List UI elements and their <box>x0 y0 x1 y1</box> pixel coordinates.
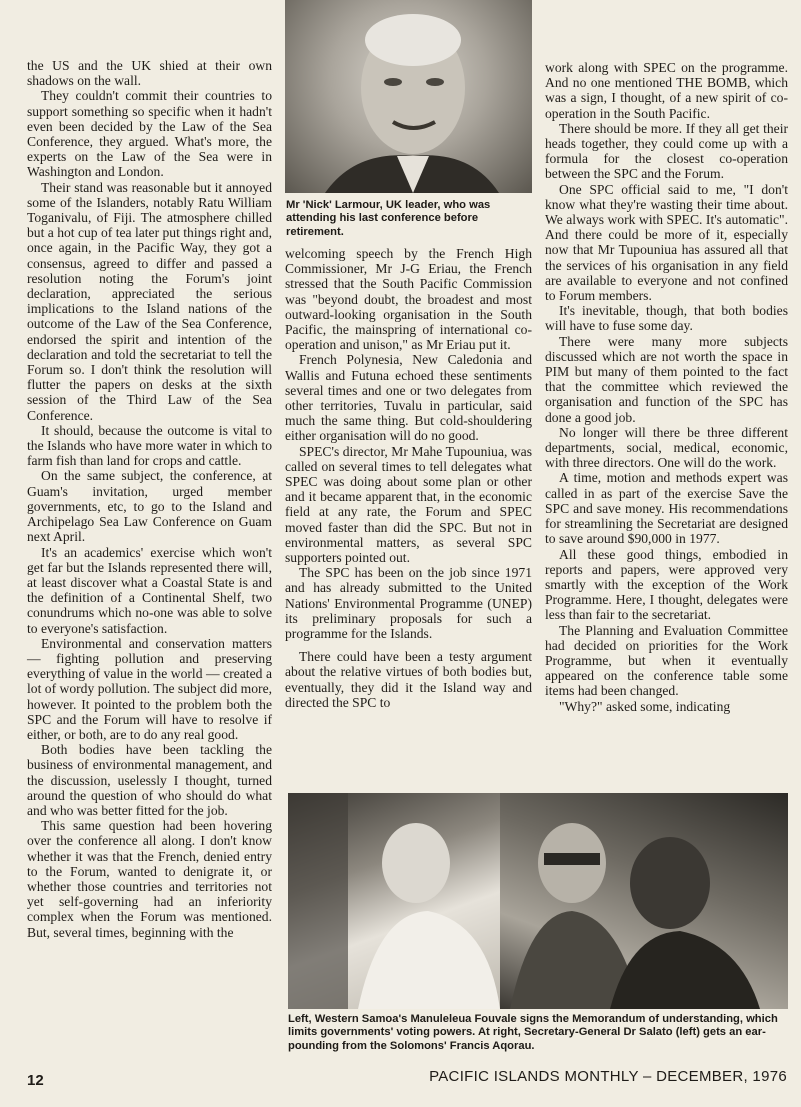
paragraph: There could have been a testy argument about the relative virtues of both bodies but, eventually, they did it the Island way and directed the SPC to <box>285 649 532 710</box>
paragraph: There were many more subjects discussed which are not worth the space in PIM but many of them pointed to the fact that the committee which reviewed the organisation and function of the SPC has done a good job. <box>545 333 788 425</box>
article-column-2 <box>285 246 532 710</box>
paragraph: This same question had been hovering over the conference all along. I don't know whether it was that the French, denied entry to the Forum, wanted to denigrate it, or whether those countries and territories not yet self-governing had an inferiority complex when the Forum was mentioned. But, several times, beginning with the <box>27 818 272 940</box>
publication-footer: PACIFIC ISLANDS MONTHLY – DECEMBER, 1976 <box>429 1068 787 1085</box>
article-column-3 <box>545 60 788 714</box>
larmour-portrait-photo <box>285 0 532 193</box>
paragraph: the US and the UK shied at their own shadows on the wall. <box>27 58 272 89</box>
paragraph: It's inevitable, though, that both bodies will have to fuse some day. <box>545 303 788 334</box>
portrait-illustration <box>285 0 532 193</box>
paragraph: SPEC's director, Mr Mahe Tupouniua, was called on several times to tell delegates what SPEC was doing about some plan or other and it became apparent that, in the economic field at any rate, the Forum and SPEC moved faster than did the SPC. But not in environmental matters, as several SPC supporters pointed out. <box>285 443 532 566</box>
paragraph: They couldn't commit their countries to support something so specific when it hadn't even been decided by the Law of the Sea Conference, they argued. What's more, the experts on the Law of the Sea were in Washington and London. <box>27 88 272 180</box>
paragraph: "Why?" asked some, indicating <box>559 698 731 714</box>
paragraph: French Polynesia, New Caledonia and Wallis and Futuna echoed these sentiments several times and one or two delegates from other territories, Tuvalu in particular, said much the same thing. But cold-shouldering either organisation will do no good. <box>285 352 532 444</box>
paragraph: It's an academics' exercise which won't get far but the Islands represented there will, at least discover what a Coastal State is and the definition of a Continental Shelf, two conundrums which no-one was able to solve to everyone's satisfaction. <box>27 544 272 636</box>
paragraph: One SPC official said to me, "I don't know what they're wasting their time about. We always work with SPEC. It's automatic". And there could be more of it, especially now that Mr Tupouniua has assured all that the services of his organisation in any field are available to everyone and not confined to Forum members. <box>545 181 788 304</box>
paragraph: welcoming speech by the French High Commissioner, Mr J-G Eriau, the French stressed that the South Pacific Commission was "beyond doubt, the broadest and most outward-looking organisation in the South Pacific, the mainspring of international co-operation and unison," as Mr Eriau put it. <box>285 246 532 353</box>
salato-aqorau-photo <box>500 793 788 1009</box>
paragraph: There should be more. If they all get their heads together, they could come up with a formula for the closest co-operation between the SPC and the Forum. <box>545 120 788 182</box>
page-number: 12 <box>27 1072 44 1089</box>
signing-illustration <box>288 793 500 1009</box>
paragraph: It should, because the outcome is vital to the Islands who have more water in which to farm fish than land for crops and cattle. <box>27 422 272 469</box>
paragraph: Environmental and conservation matters — fighting pollution and preserving everything of value in the world — created a lot of wordy pollution. The subject did more, however. It pointed to the problem both the SPC and the Forum will have to resolve if either, or both, are to do any real good. <box>27 635 272 742</box>
larmour-photo-caption: Mr 'Nick' Larmour, UK leader, who was attending his last conference before retirement. <box>286 199 491 238</box>
paragraph: The Planning and Evaluation Committee had decided on priorities for the Work Programme, but when it eventually appeared on the conference table some items had been changed. <box>545 622 788 699</box>
paragraph: Both bodies have been tackling the business of environmental management, and the discussion, uselessly I thought, turned around the question of who should do what and who was better fitted for the job. <box>27 742 272 818</box>
paragraph: The SPC has been on the job since 1971 and has already submitted to the United Nations' Environmental Programme (UNEP) its preliminary proposals for such a programme for the Islands. <box>285 565 532 642</box>
article-column-1 <box>27 58 272 940</box>
bottom-photos-caption: Left, Western Samoa's Manuleleua Fouvale signs the Memorandum of understanding, which limits governments' voting powers. At right, Secretary-General Dr Salato (left) gets an ear-pounding from the Solomons' Francis Aqorau. <box>288 1013 778 1052</box>
paragraph: Their stand was reasonable but it annoyed some of the Islanders, notably Ratu William Toganivalu, of Fiji. The atmosphere chilled but a hot cup of tea later put things right and, once again, in the Pacific Way, they got a consensus, agreed to differ and passed a resolution noting the Forum's joint declaration, appreciated the serious implications to the Island nations of the outcome of the Law of the Sea Conference, endorsed the spirit and intention of the declaration and told the secretariat to tell the Forum so. I don't think the resolution will flutter the papers on desks at the sixth session of the Third Law of the Sea Conference. <box>27 179 273 423</box>
paragraph: No longer will there be three different departments, social, medical, economic, with three directors. One will do the work. <box>545 424 788 471</box>
paragraph: All these good things, embodied in reports and papers, were approved very smartly with the exception of the Work Programme. Here, I thought, delegates were less than fair to the secretariat. <box>545 546 788 623</box>
paragraph: On the same subject, the conference, at Guam's invitation, urged member governments, etc, to go to the Island and Archipelago Sea Law Conference on Guam next April. <box>27 468 272 545</box>
two-men-illustration <box>500 793 788 1009</box>
paragraph: work along with SPEC on the programme. And no one mentioned THE BOMB, which was a sign, I thought, of a new spirit of co-operation in the South Pacific. <box>545 60 788 121</box>
fouvale-signing-photo <box>288 793 500 1009</box>
paragraph: A time, motion and methods expert was called in as part of the exercise Save the SPC and save money. His recommendations for streamlining the Secretariat are designed to save around $90,000 in 1977. <box>545 470 788 547</box>
